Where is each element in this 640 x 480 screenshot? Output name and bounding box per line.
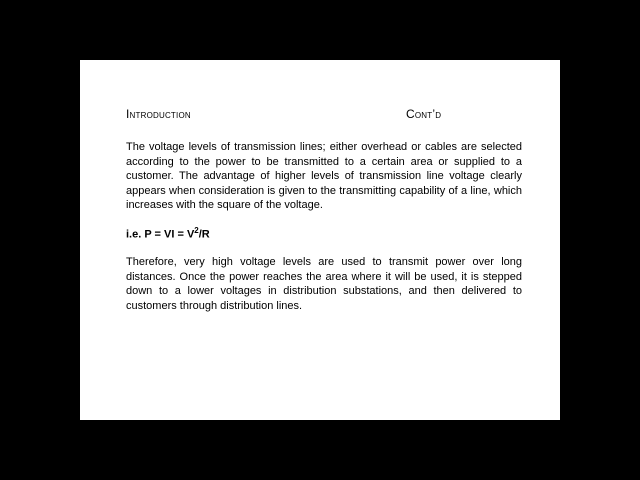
- slide-title: Introduction: [126, 107, 191, 121]
- slide-page: [80, 60, 560, 420]
- formula-prefix: i.e. P = VI = V: [126, 228, 195, 241]
- formula-superscript: 2: [194, 226, 199, 235]
- paragraph-2: Therefore, very high voltage levels are used to transmit power over long distances. Once the power reaches the area where it will be used, it is stepped down to a lower voltages in distribution substations, and then delivered to customers through distribution lines.: [126, 256, 522, 312]
- paragraph-1: The voltage levels of transmission lines; either overhead or cables are selected according to the power to be transmitted to a certain area or supplied to a customer. The advantage of higher levels of transmission line voltage clearly appears when consideration is given to the transmitting capability of a line, which increases with the square of the voltage.: [126, 141, 522, 212]
- formula-suffix: /R: [198, 228, 210, 241]
- slide-continued-label: Cont’d: [406, 107, 442, 121]
- power-formula: [126, 226, 210, 241]
